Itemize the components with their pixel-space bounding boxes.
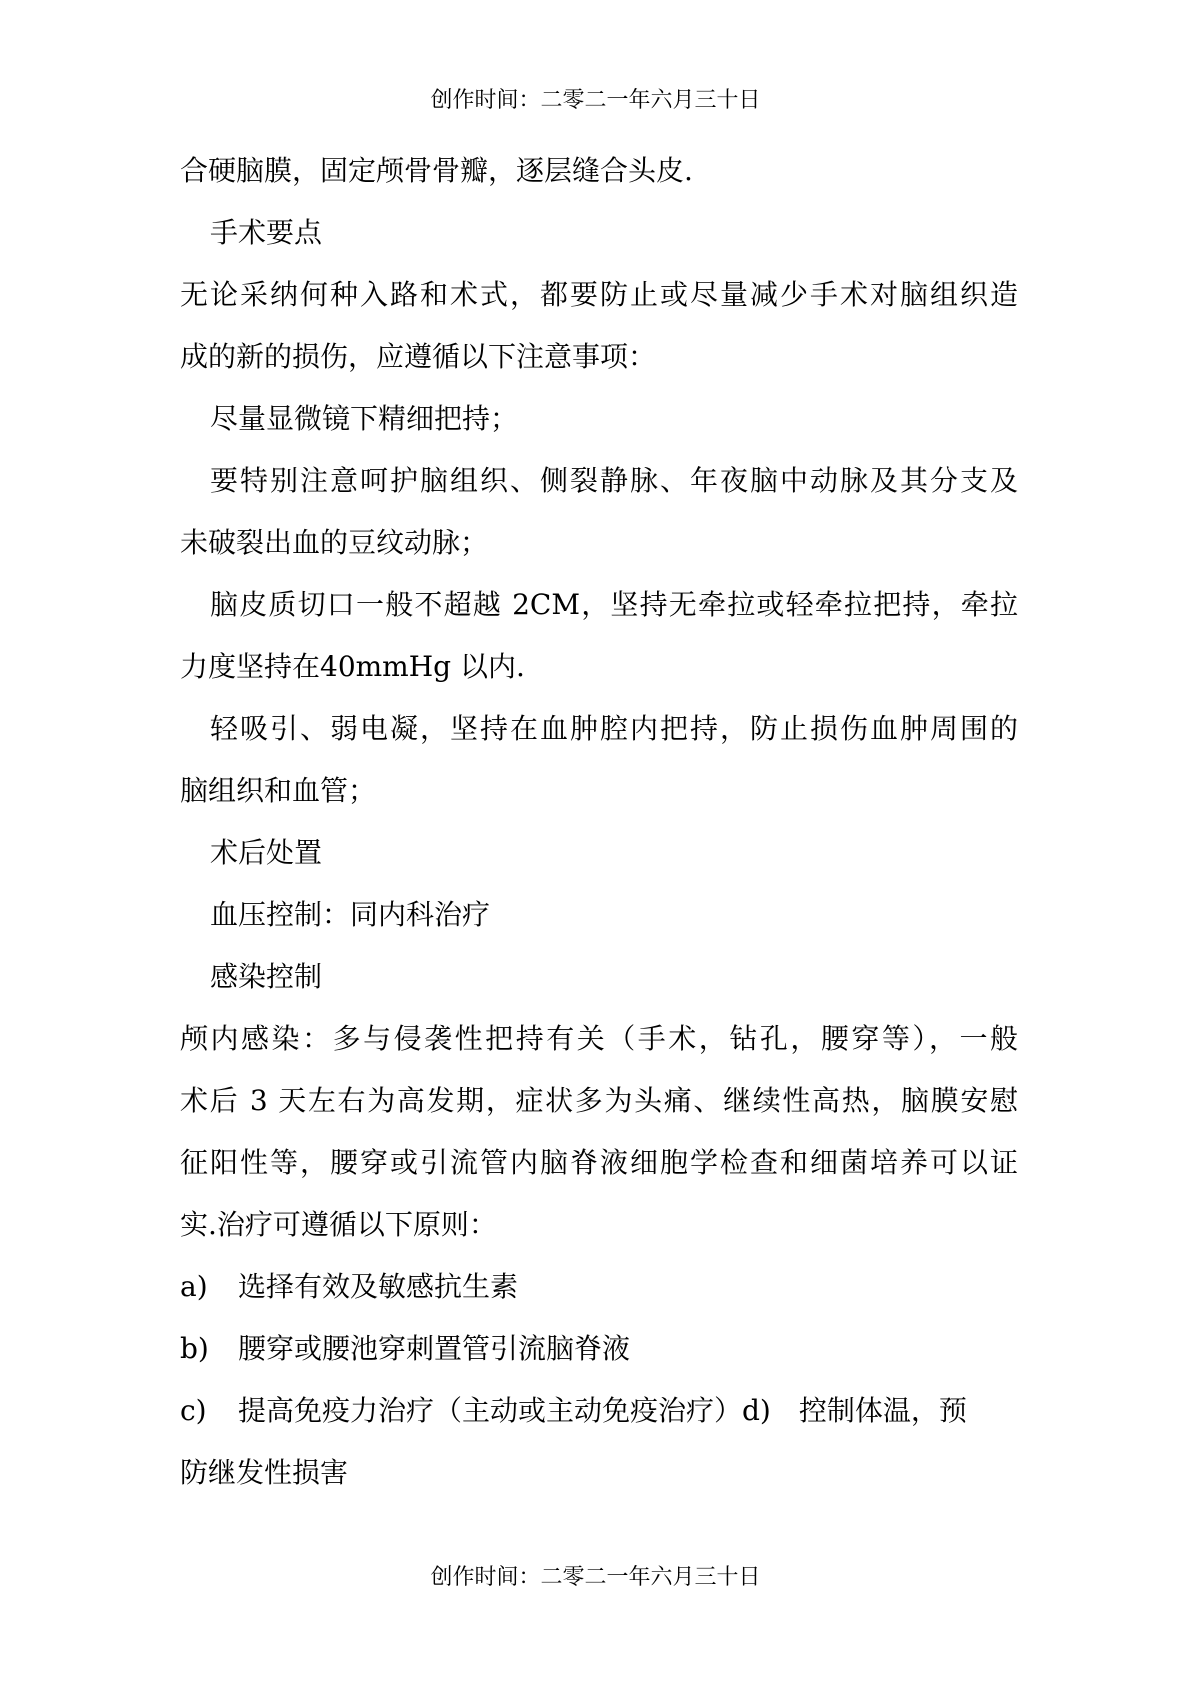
page-footer: 创作时间：二零二一年六月三十日: [430, 1565, 761, 1590]
paragraph-line: 血压控制：同内科治疗: [210, 898, 491, 931]
document-body: [180, 140, 1018, 1504]
section-heading-postoperative: 术后处置: [210, 836, 323, 869]
list-item: [180, 1318, 1018, 1380]
list-item-text: 提高免疫力治疗（主动或主动免疫治疗）d) 控制体温，预: [238, 1394, 967, 1427]
paragraph-line: 征阳性等，腰穿或引流管内脑脊液细胞学检查和细菌培养可以证: [180, 1146, 1018, 1179]
paragraph-line: 防继发性损害: [180, 1456, 349, 1489]
list-item: [180, 1380, 1018, 1442]
paragraph-line: 脑皮质切口一般不超越 2CM，坚持无牵拉或轻牵拉把持，牵拉: [210, 588, 1018, 621]
list-marker: a): [180, 1270, 208, 1303]
paragraph-line: 脑组织和血管；: [180, 774, 377, 807]
page-header: 创作时间：二零二一年六月三十日: [430, 88, 761, 113]
paragraph-line: 轻吸引、弱电凝，坚持在血肿腔内把持，防止损伤血肿周围的: [210, 712, 1018, 745]
paragraph-line: 未破裂出血的豆纹动脉；: [180, 526, 489, 559]
paragraph-line: 要特别注意呵护脑组织、侧裂静脉、年夜脑中动脉及其分支及: [210, 464, 1018, 497]
section-heading-infection-control: 感染控制: [210, 960, 323, 993]
list-item: [180, 1256, 1018, 1318]
section-heading-surgical-points: 手术要点: [210, 216, 323, 249]
paragraph-line: 无论采纳何种入路和术式，都要防止或尽量减少手术对脑组织造: [180, 278, 1018, 311]
paragraph-line: 实.治疗可遵循以下原则：: [180, 1208, 497, 1241]
paragraph-line: 术后 3 天左右为高发期，症状多为头痛、继续性高热，脑膜安慰: [180, 1084, 1018, 1117]
list-item-text: 选择有效及敏感抗生素: [238, 1270, 519, 1303]
list-marker: c): [180, 1394, 207, 1427]
paragraph-line: 成的新的损伤，应遵循以下注意事项：: [180, 340, 657, 373]
list-marker: b): [180, 1332, 209, 1365]
paragraph-line: 颅内感染：多与侵袭性把持有关（手术，钻孔，腰穿等），一般: [180, 1022, 1018, 1055]
list-item-text: 腰穿或腰池穿刺置管引流脑脊液: [238, 1332, 631, 1365]
paragraph-line: 合硬脑膜，固定颅骨骨瓣，逐层缝合头皮.: [180, 154, 693, 187]
paragraph-line: 尽量显微镜下精细把持；: [210, 402, 519, 435]
paragraph-line: 力度坚持在40mmHg 以内.: [180, 650, 525, 683]
